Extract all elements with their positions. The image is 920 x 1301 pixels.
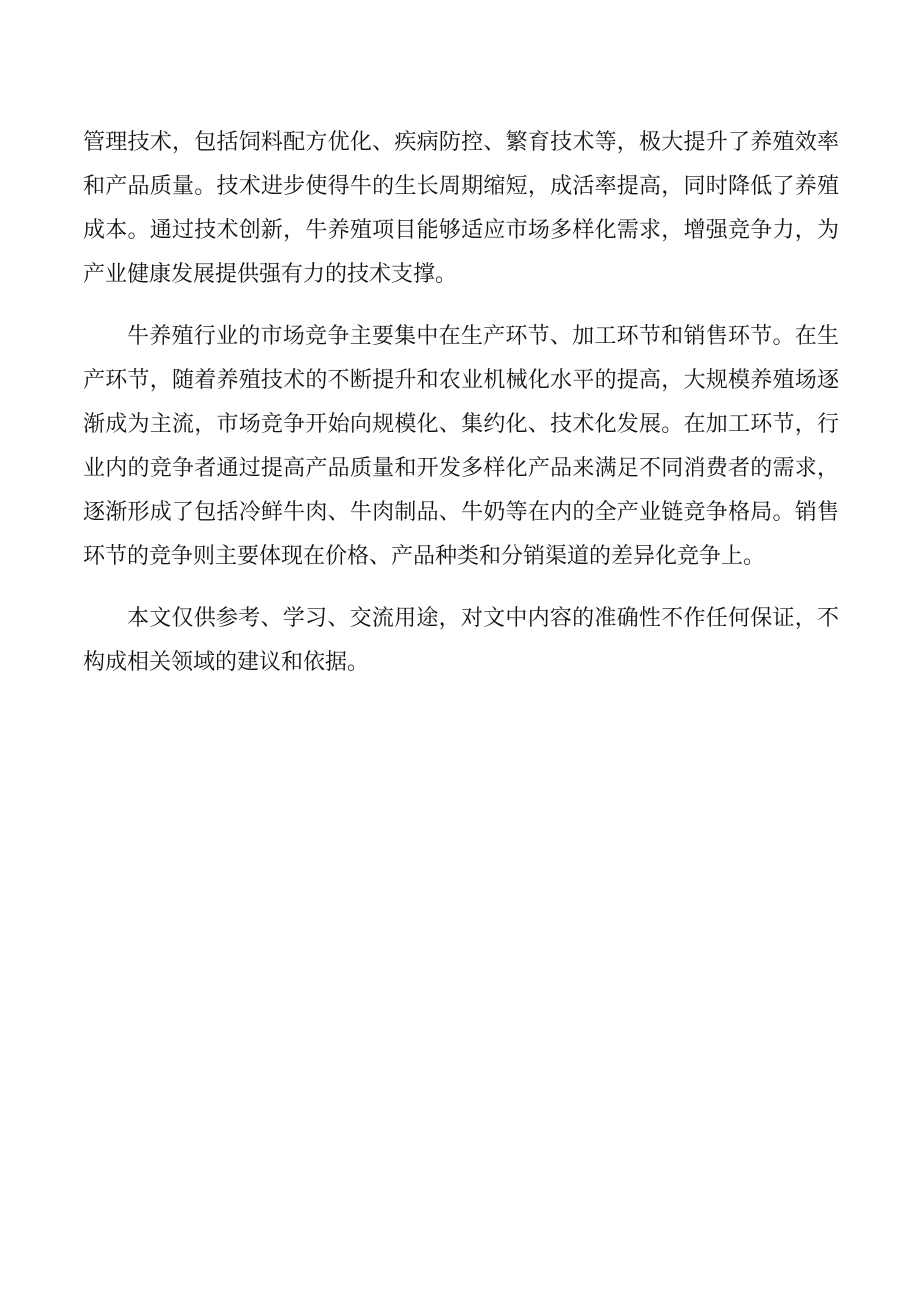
document-page (83, 121, 839, 685)
paragraph-disclaimer: 本文仅供参考、学习、交流用途，对文中内容的准确性不作任何保证，不构成相关领域的建议和依据。 (83, 606, 839, 675)
paragraph-market-competition: 牛养殖行业的市场竞争主要集中在生产环节、加工环节和销售环节。在生产环节，随着养殖技术的不断提升和农业机械化水平的提高，大规模养殖场逐渐成为主流，市场竞争开始向规模化、集约化、技术化发展。在加工环节，行业内的竞争者通过提高产品质量和开发多样化产品来满足不同消费者的需求，逐渐形成了包括冷鲜牛肉、牛肉制品、牛奶等在内的全产业链竞争格局。销售环节的竞争则主要体现在价格、产品种类和分销渠道的差异化竞争上。 (83, 324, 839, 569)
paragraph-technology: 管理技术，包括饲料配方优化、疾病防控、繁育技术等，极大提升了养殖效率和产品质量。技术进步使得牛的生长周期缩短，成活率提高，同时降低了养殖成本。通过技术创新，牛养殖项目能够适应市场多样化需求，增强竞争力，为产业健康发展提供强有力的技术支撑。 (83, 130, 839, 287)
